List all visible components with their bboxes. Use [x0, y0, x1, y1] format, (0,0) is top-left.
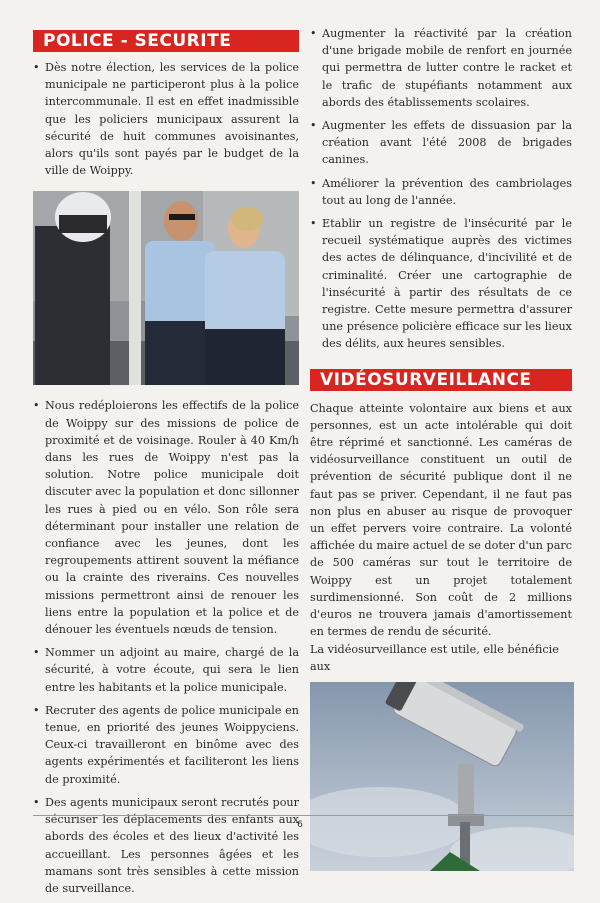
list-item: • Augmenter la réactivité par la création d'une brigade mobile de renfort en journée qui permettra de lutter contre le racket et le trafic de stupéfiants notamment aux abords des établissements scolaires. — [310, 25, 572, 111]
list-item: • Etablir un registre de l'insécurité par le recueil systématique auprès des victimes des actes de délinquance, d'incivilité et de criminalité. Créer une cartographie de l'insécurité à partir des résultats de ce registre. Cette mesure permettra d'assurer une présence policière efficace sur les lieux des délits, aux heures sensibles. — [310, 215, 572, 353]
police-officers-illustration — [33, 191, 299, 385]
security-measures-list — [310, 25, 572, 353]
list-item: • Nommer un adjoint au maire, chargé de la sécurité, à votre écoute, qui sera le lien entre les habitants et la police municipale. — [33, 644, 299, 696]
intro-bullet-list — [33, 59, 299, 179]
videosurveillance-text — [310, 400, 572, 675]
section-heading-police: POLICE - SECURITE — [33, 30, 299, 52]
list-item: • Des agents municipaux seront recrutés pour sécuriser les déplacements des enfants aux abords des écoles et des lieux d'activité les accueillant. Les personnes âgées et les mamans sont très sensibles à cette mission de surveillance. — [33, 794, 299, 897]
list-item: • Recruter des agents de police municipale en tenue, en priorité des jeunes Woippyciens. Ceux-ci travailleront en binôme avec des agents expérimentés et faciliteront les liens de proximité. — [33, 702, 299, 788]
list-item: • Améliorer la prévention des cambriolages tout au long de l'année. — [310, 175, 572, 209]
security-camera-illustration — [310, 682, 574, 871]
paragraph: La vidéosurveillance est utile, elle bénéficie aux — [310, 642, 559, 673]
section-heading-videosurveillance: VIDÉOSURVEILLANCE — [310, 369, 572, 391]
police-officers-photo — [33, 191, 299, 385]
page-number: 6 — [297, 820, 303, 830]
footer-rule — [33, 815, 573, 816]
list-item: • Augmenter les effets de dissuasion par la création avant l'été 2008 de brigades canines. — [310, 117, 572, 169]
security-camera-photo — [310, 682, 574, 871]
right-column — [310, 27, 572, 871]
left-column — [33, 30, 299, 903]
list-item: • Dès notre élection, les services de la police municipale ne participeront plus à la police intercommunale. Il est en effet inadmissible que les policiers municipaux assurent la sécurité de huit communes avoisinantes, alors qu'ils sont payés par le budget de la ville de Woippy. — [33, 59, 299, 179]
list-item: • Nous redéploierons les effectifs de la police de Woippy sur des missions de police de proximité et de voisinage. Rouler à 40 Km/h dans les rues de Woippy n'est pas la solution. Notre police municipale doit discuter avec la population et donc sillonner les rues à pied ou en vélo. Son rôle sera déterminant pour installer une relation de confiance avec les jeunes, dont les regroupements attirent souvent la méfiance ou la crainte des riverains. Ces nouvelles missions permettront ainsi de renouer les liens entre la population et la police et de dénouer les éventuels nœuds de tension. — [33, 397, 299, 638]
paragraph: Chaque atteinte volontaire aux biens et aux personnes, est un acte intolérable qui doit être réprimé et sanctionné. Les caméras de vidéosurveillance constituent un outil de prévention de sécurité publique dont il ne faut pas se priver. Cependant, il ne faut pas non plus en abuser au risque de provoquer un effet pervers voire contraire. La volonté affichée du maire actuel de se doter d'un parc de 500 caméras sur tout le territoire de Woippy est un projet totalement surdimensionné. Son coût de 2 millions d'euros ne trouvera jamais d'amortissement en termes de rendu de sécurité. — [310, 401, 572, 639]
